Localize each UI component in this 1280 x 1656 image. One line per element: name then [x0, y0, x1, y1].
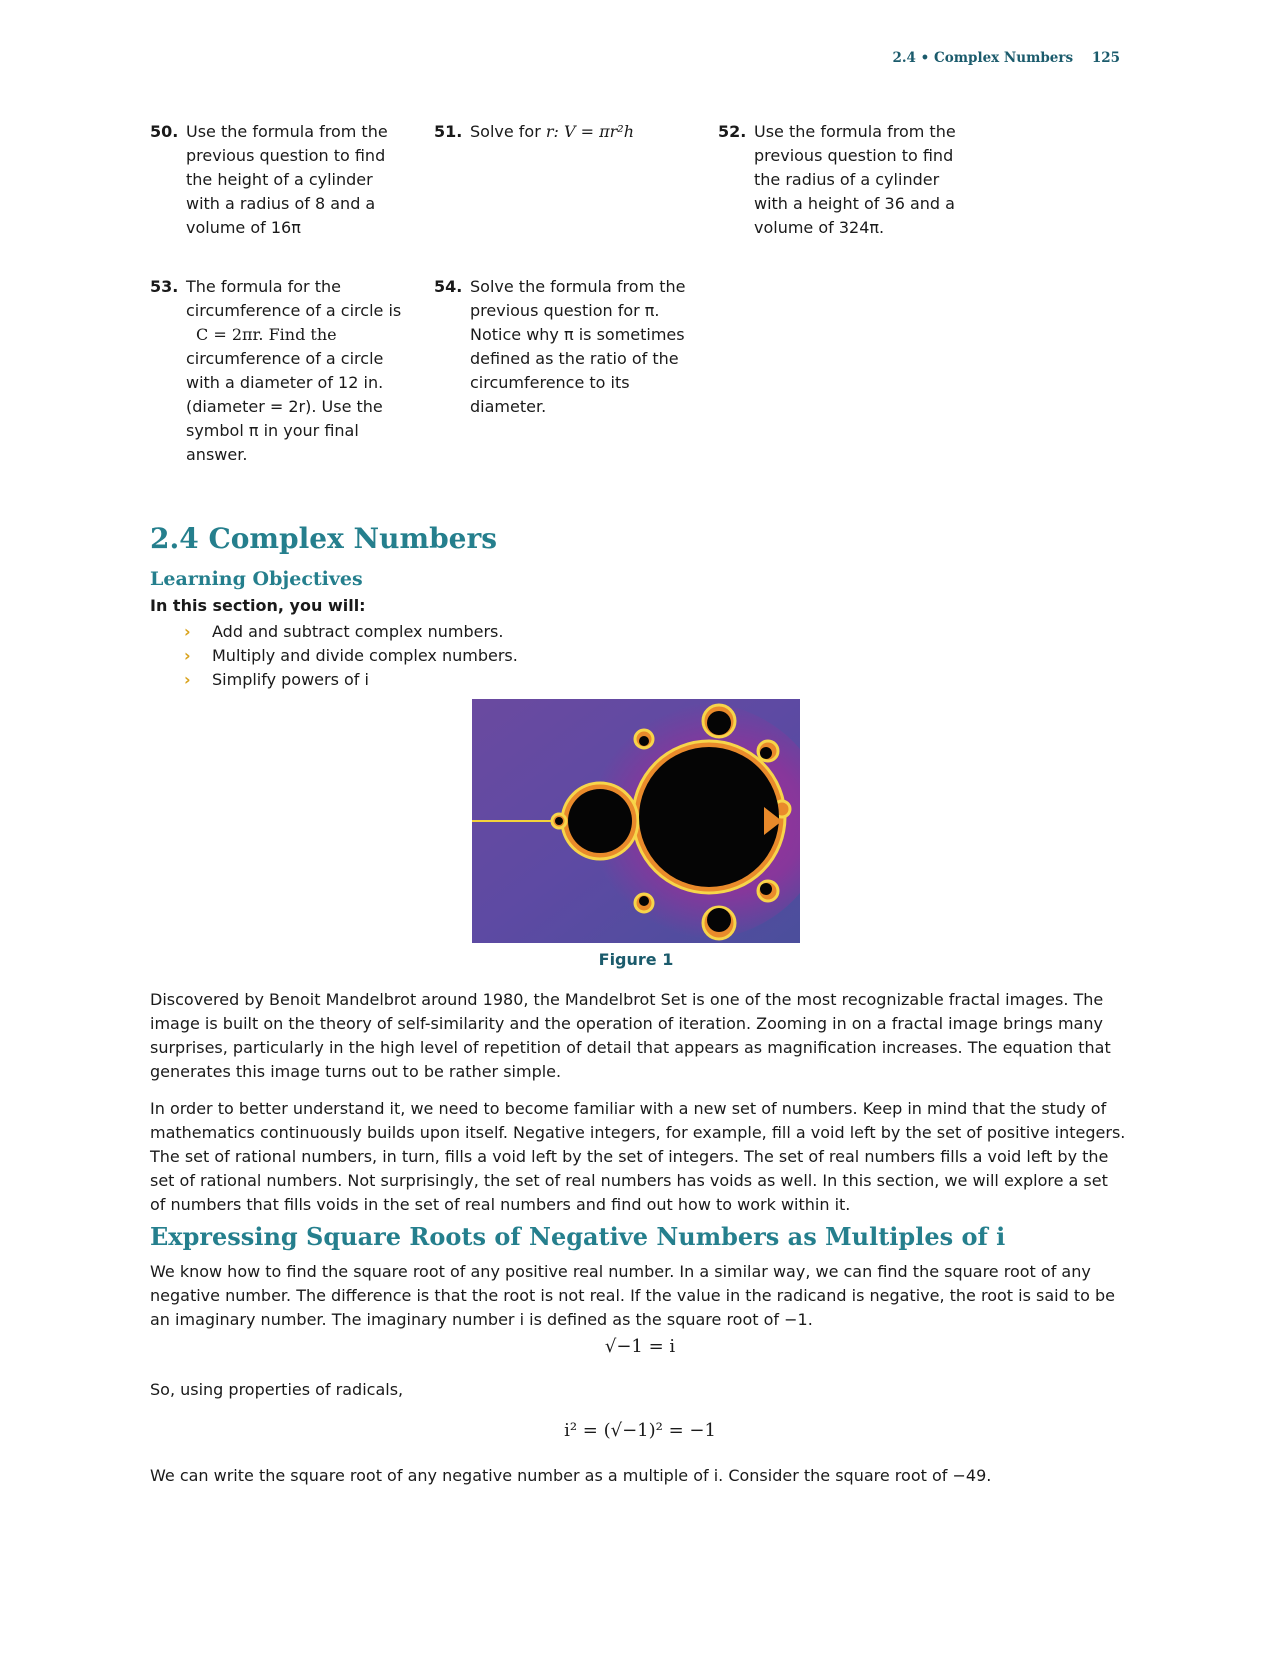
exercise-number: 52. [718, 122, 747, 141]
exercise-text: The formula for the circumference of a circle is C = 2πr. Find the circumference of a circle with a diameter of 12 in. (diameter = 2r). Use the symbol π in your final answer. [186, 277, 402, 464]
exercise-text: Use the formula from the previous question to find the radius of a cylinder with a height of 36 and a volume of 324π. [754, 122, 956, 237]
exercise-number: 51. [434, 122, 463, 141]
exercise-number: 54. [434, 277, 463, 296]
equation-sqrt-neg-one: √−1 = i [604, 1336, 676, 1357]
learning-objectives-title: Learning Objectives [150, 568, 363, 590]
running-header [892, 50, 1120, 66]
equation-i-squared: i² = (√−1)² = −1 [564, 1420, 716, 1441]
section-title: 2.4 Complex Numbers [150, 522, 498, 555]
page-number: 125 [1091, 50, 1120, 66]
chevron-right-icon: › [184, 622, 191, 641]
list-item: › Add and subtract complex numbers. [184, 620, 518, 644]
exercise-text: Use the formula from the previous question to find the height of a cylinder with a radius of 8 and a volume of 16π [186, 122, 388, 237]
chevron-right-icon: › [184, 670, 191, 689]
paragraph: We can write the square root of any negative number as a multiple of i. Consider the square root of −49. [150, 1466, 992, 1485]
exercise-number: 50. [150, 122, 179, 141]
list-item: › Multiply and divide complex numbers. [184, 644, 518, 668]
exercise-number: 53. [150, 277, 179, 296]
formula: r: V = πr²h [545, 122, 635, 141]
paragraph: In order to better understand it, we need to become familiar with a new set of numbers. Keep in mind that the study of mathematics continuously builds upon itself. Negative integers, for example, fill a void left by the set of positive integers. The set of rational numbers, in turn, fills a void left by the set of integers. The set of real numbers fills a void left by the set of rational numbers. Not surprisingly, the set of real numbers has voids as well. In this section, we will explore a set of numbers that fills voids in the set of real numbers and find out how to work within it. [150, 1099, 1126, 1214]
exercise-text: Solve for r: V = πr²h [470, 122, 635, 141]
header-section: 2.4 • Complex Numbers [892, 50, 1074, 66]
subsection-heading: Expressing Square Roots of Negative Numbers as Multiples of i [150, 1222, 1006, 1251]
paragraph: Discovered by Benoit Mandelbrot around 1980, the Mandelbrot Set is one of the most recognizable fractal images. The image is built on the theory of self-similarity and the operation of iteration. Zooming in on a fractal image brings many surprises, particularly in the high level of repetition of detail that appears as magnification increases. The equation that generates this image turns out to be rather simple. [150, 990, 1111, 1081]
chevron-right-icon: › [184, 646, 191, 665]
exercise-text: Solve the formula from the previous question for π. Notice why π is sometimes defined as the ratio of the circumference to its diameter. [470, 277, 686, 416]
learning-objectives-list [184, 620, 518, 692]
learning-objectives-intro: In this section, you will: [150, 596, 366, 615]
paragraph: We know how to find the square root of any positive real number. In a similar way, we can find the square root of any negative number. The difference is that the root is not real. If the value in the radicand is negative, the root is said to be an imaginary number. The imaginary number i is defined as the square root of −1. [150, 1262, 1115, 1329]
list-item: › Simplify powers of i [184, 668, 518, 692]
figure-caption: Figure 1 [598, 950, 674, 969]
paragraph: So, using properties of radicals, [150, 1380, 404, 1399]
mandelbrot-figure [472, 699, 800, 943]
